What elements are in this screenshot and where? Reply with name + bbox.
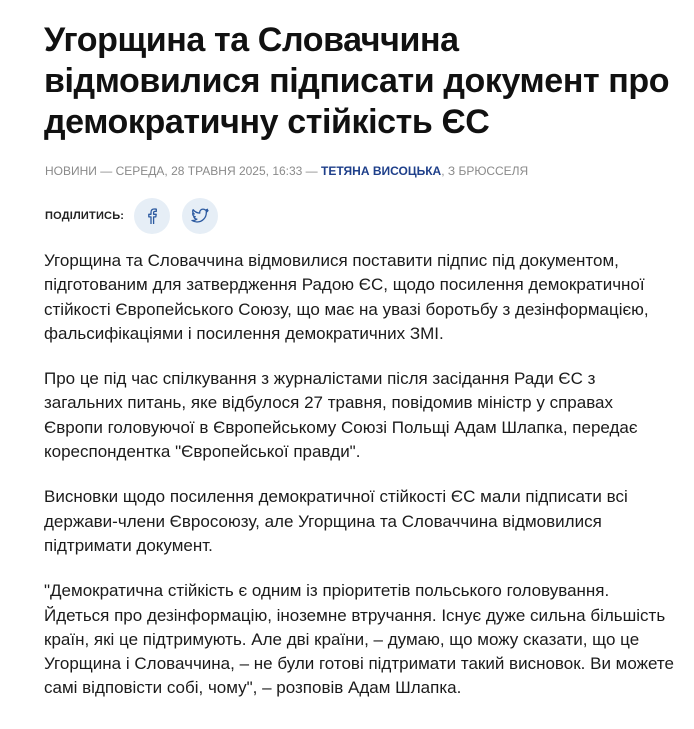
meta-location: , З БРЮССЕЛЯ: [441, 164, 529, 178]
article-meta: [45, 163, 528, 179]
meta-section-date: НОВИНИ — СЕРЕДА, 28 ТРАВНЯ 2025, 16:33 —: [45, 164, 318, 178]
facebook-icon: [144, 207, 160, 225]
author-link[interactable]: ТЕТЯНА ВИСОЦЬКА: [321, 164, 442, 178]
paragraph: "Демократична стійкість є одним із пріоритетів польського головування. Йдеться про дезінформацію, іноземне втручання. Існує дуже сильна більшість країн, які це підтримують. Але дві країни, – думаю, що можу сказати, що це Угорщина і Словаччина, – не були готові підтримати такий висновок. Ви можете самі відповісти собі, чому", – розповів Адам Шлапка.: [44, 581, 674, 698]
article-title: Угорщина та Словаччина відмовилися підписати документ про демократичну стійкість ЄС: [44, 21, 670, 141]
article-body: [44, 249, 674, 722]
share-bar: [45, 197, 230, 235]
twitter-icon: [190, 207, 210, 225]
twitter-share-button[interactable]: [182, 198, 218, 234]
facebook-share-button[interactable]: [134, 198, 170, 234]
share-label: ПОДІЛИТИСЬ:: [45, 210, 125, 222]
paragraph: Угорщина та Словаччина відмовилися поставити підпис під документом, підготованим для затвердження Радою ЄС, щодо посилення демократичної стійкості Європейського Союзу, що має на увазі боротьбу з дезінформацією, фальсифікаціями і посилення демократичних ЗМІ.: [44, 251, 649, 343]
paragraph: Про це під час спілкування з журналістами після засідання Ради ЄС з загальних питань, яке відбулося 27 травня, повідомив міністр у справах Європи головуючої в Європейському Союзі Польщі Адам Шлапка, передає кореспондентка "Європейської правди".: [44, 369, 638, 462]
paragraph: Висновки щодо посилення демократичної стійкості ЄС мали підписати всі держави-члени Євросоюзу, але Угорщина та Словаччина відмовилися підтримати документ.: [44, 487, 628, 555]
